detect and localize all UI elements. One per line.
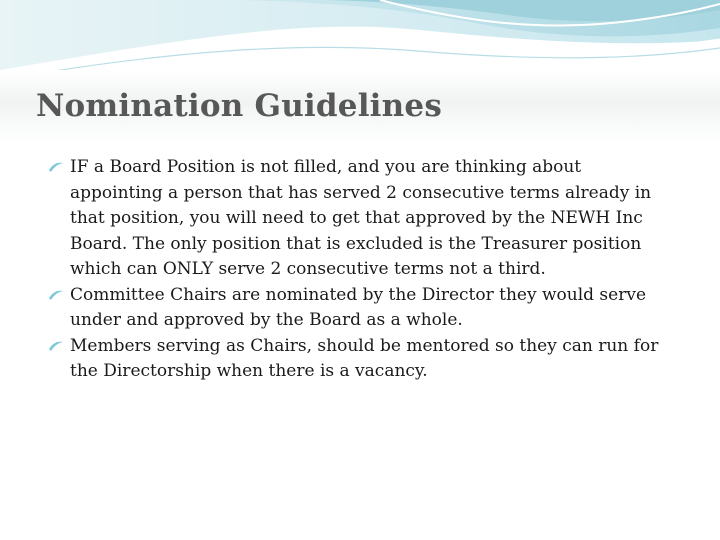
bullet-text: Members serving as Chairs, should be mentored so they can run for the Directorship when there is a vacancy. bbox=[70, 335, 659, 381]
bullet-list bbox=[48, 155, 678, 385]
swoosh-bullet-icon bbox=[48, 161, 64, 173]
bullet-item bbox=[48, 155, 678, 283]
bullet-text: IF a Board Position is not filled, and you are thinking about appointing a person that has served 2 consecutive terms already in that position, you will need to get that approved by the NEWH Inc Board. The only position that is excluded is the Treasurer position which can ONLY serve 2 consecutive terms not a third. bbox=[70, 157, 652, 279]
slide-title: Nomination Guidelines bbox=[36, 88, 442, 124]
swoosh-bullet-icon bbox=[48, 289, 64, 301]
bullet-item bbox=[48, 334, 678, 385]
swoosh-bullet-icon bbox=[48, 340, 64, 352]
bullet-item bbox=[48, 283, 678, 334]
bullet-text: Committee Chairs are nominated by the Director they would serve under and approved by the Board as a whole. bbox=[70, 284, 647, 330]
